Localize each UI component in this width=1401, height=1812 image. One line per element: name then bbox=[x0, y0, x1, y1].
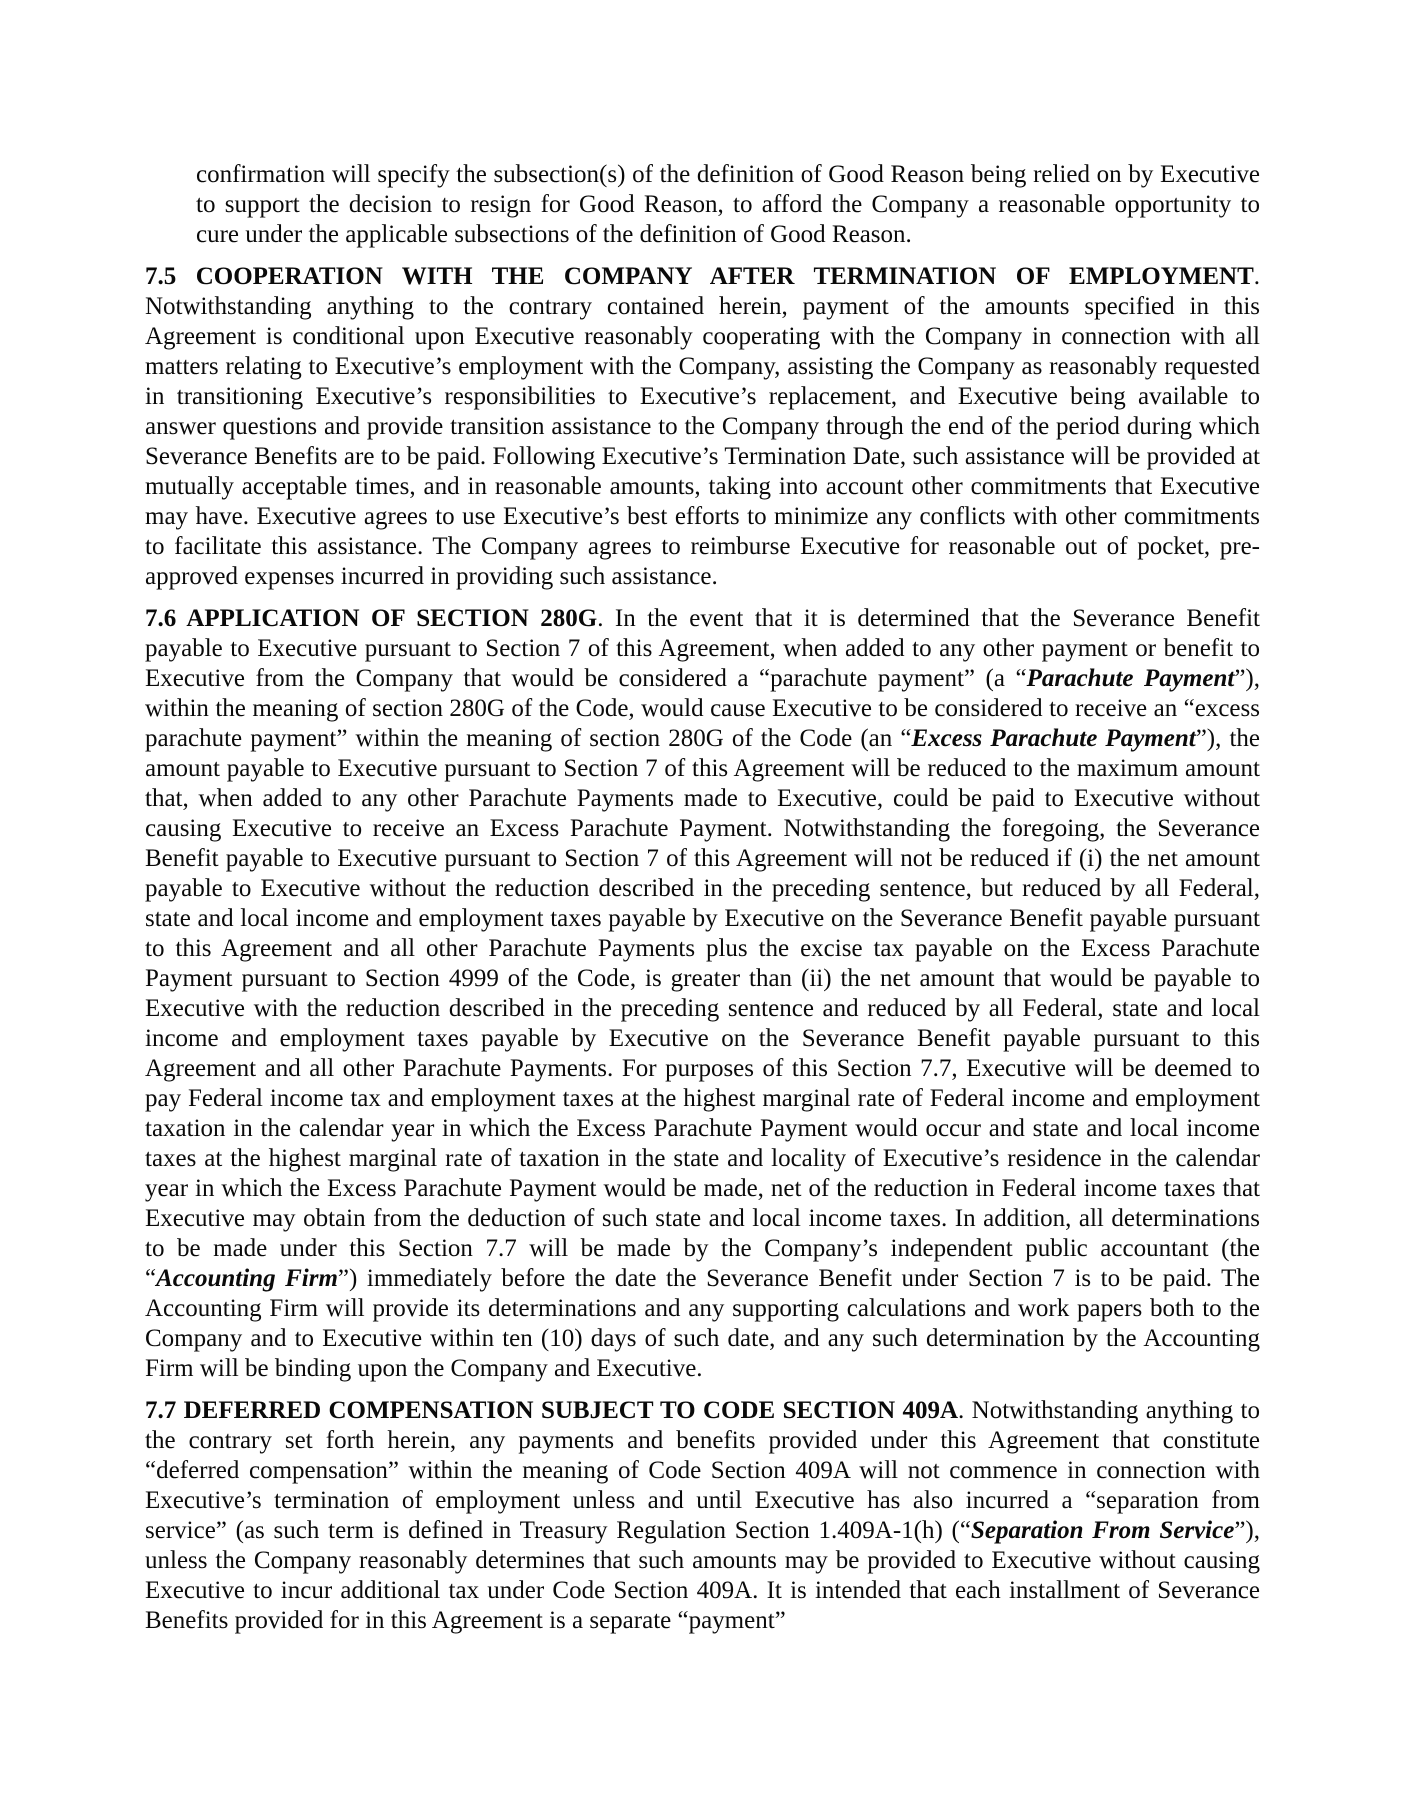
section-7-7-deferred-compensation-409a bbox=[145, 1396, 1260, 1636]
text-run-normal: confirmation will specify the subsection(s) of the definition of Good Reason being relied on by Executive to support the decision to resign for Good Reason, to afford the Company a reasonable opportunity to cure under the applicable subsections of the definition of Good Reason. bbox=[196, 161, 1260, 248]
text-run-bolditalic: Accounting Firm bbox=[156, 1265, 338, 1292]
text-run-normal: ”), within the meaning of section 280G of the Code, would cause Executive to be considered to receive an “excess parachute payment” within the meaning of section 280G of the Code (an “ bbox=[145, 665, 1260, 752]
text-run-normal: . Notwithstanding anything to the contrary contained herein, payment of the amounts specified in this Agreement is conditional upon Executive reasonably cooperating with the Company in connection with all matters relating to Executive’s employment with the Company, assisting the Company as reasonably requested in transitioning Executive’s responsibilities to Executive’s replacement, and Executive being available to answer questions and provide transition assistance to the Company through the end of the period during which Severance Benefits are to be paid. Following Executive’s Termination Date, such assistance will be provided at mutually acceptable times, and in reasonable amounts, taking into account other commitments that Executive may have. Executive agrees to use Executive’s best efforts to minimize any conflicts with other commitments to facilitate this assistance. The Company agrees to reimburse Executive for reasonable out of pocket, pre-approved expenses incurred in providing such assistance. bbox=[145, 263, 1260, 590]
text-run-normal: ”) immediately before the date the Severance Benefit under Section 7 is to be paid. The Accounting Firm will provide its determinations and any supporting calculations and work papers both to the Company and to Executive within ten (10) days of such date, and any such determination by the Accounting Firm will be binding upon the Company and Executive. bbox=[145, 1265, 1261, 1382]
text-run-bolditalic: Excess Parachute Payment bbox=[911, 725, 1196, 752]
text-run-bold: 7.6 APPLICATION OF SECTION 280G bbox=[145, 605, 598, 632]
text-run-normal: ”), unless the Company reasonably determines that such amounts may be provided to Executive without causing Executive to incur additional tax under Code Section 409A. It is intended that each installment of Severance Benefits provided for in this Agreement is a separate “payment” bbox=[145, 1517, 1260, 1634]
paragraph-good-reason-continuation bbox=[196, 160, 1260, 250]
text-run-normal: . Notwithstanding anything to the contrary set forth herein, any payments and benefits provided under this Agreement that constitute “deferred compensation” within the meaning of Code Section 409A will not commence in connection with Executive’s termination of employment unless and until Executive has also incurred a “separation from service” (as such term is defined in Treasury Regulation Section 1.409A-1(h) (“ bbox=[145, 1397, 1260, 1544]
text-run-normal: ”), the amount payable to Executive pursuant to Section 7 of this Agreement will be reduced to the maximum amount that, when added to any other Parachute Payments made to Executive, could be paid to Executive without causing Executive to receive an Excess Parachute Payment. Notwithstanding the foregoing, the Severance Benefit payable to Executive pursuant to Section 7 of this Agreement will not be reduced if (i) the net amount payable to Executive without the reduction described in the preceding sentence, but reduced by all Federal, state and local income and employment taxes payable by Executive on the Severance Benefit payable pursuant to this Agreement and all other Parachute Payments plus the excise tax payable on the Excess Parachute Payment pursuant to Section 4999 of the Code, is greater than (ii) the net amount that would be payable to Executive with the reduction described in the preceding sentence and reduced by all Federal, state and local income and employment taxes payable by Executive on the Severance Benefit payable pursuant to this Agreement and all other Parachute Payments. For purposes of this Section 7.7, Executive will be deemed to pay Federal income tax and employment taxes at the highest marginal rate of Federal income and employment taxation in the calendar year in which the Excess Parachute Payment would occur and state and local income taxes at the highest marginal rate of taxation in the state and locality of Executive’s residence in the calendar year in which the Excess Parachute Payment would be made, net of the reduction in Federal income taxes that Executive may obtain from the deduction of such state and local income taxes. In addition, all determinations to be made under this Section 7.7 will be made by the Company’s independent public accountant (the “ bbox=[145, 725, 1261, 1292]
text-run-bold: 7.5 COOPERATION WITH THE COMPANY AFTER TERMINATION OF EMPLOYMENT bbox=[145, 263, 1254, 290]
text-run-normal: . In the event that it is determined that the Severance Benefit payable to Executive pursuant to Section 7 of this Agreement, when added to any other payment or benefit to Executive from the Company that would be considered a “parachute payment” (a “ bbox=[145, 605, 1260, 692]
text-run-bolditalic: Parachute Payment bbox=[1026, 665, 1235, 692]
document-body bbox=[145, 160, 1260, 1648]
section-7-5-cooperation-with-company-after-termination bbox=[145, 262, 1260, 592]
text-run-bold: 7.7 DEFERRED COMPENSATION SUBJECT TO CODE SECTION 409A bbox=[145, 1397, 959, 1424]
section-7-6-application-of-section-280g bbox=[145, 604, 1260, 1384]
text-run-bolditalic: Separation From Service bbox=[970, 1517, 1235, 1544]
